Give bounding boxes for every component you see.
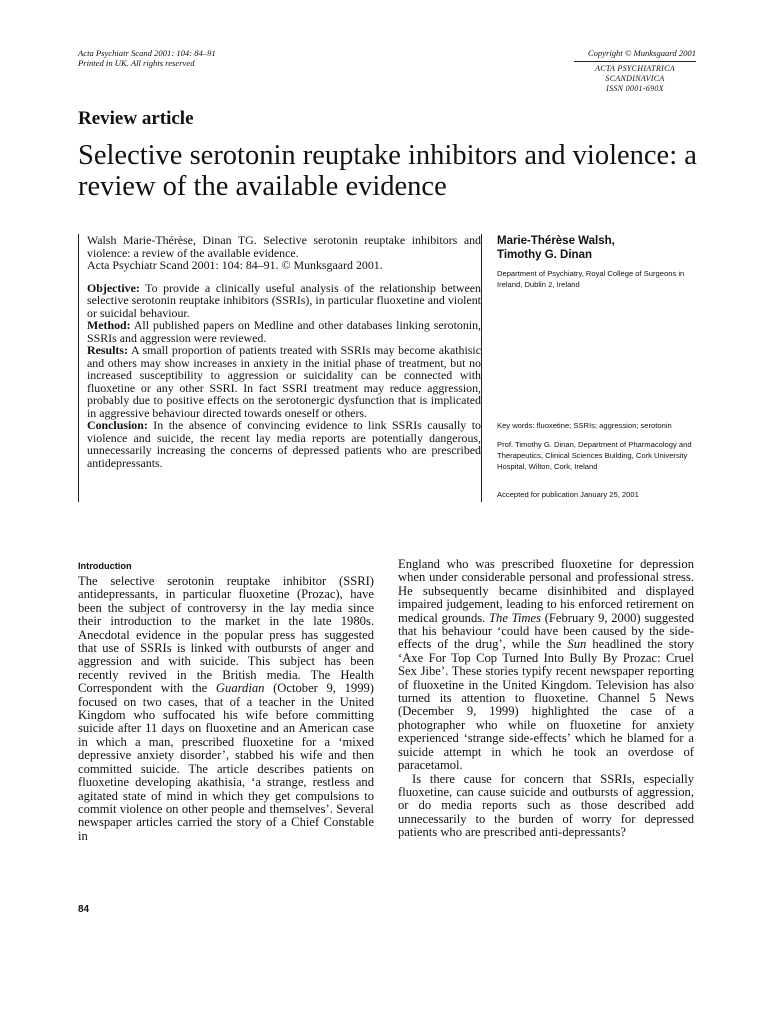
issn-line: ISSN 0001-690X [606,84,664,93]
copyright-line: Copyright © Munksgaard 2001 [587,48,696,58]
citation [87,234,481,272]
page-number: 84 [78,904,90,915]
times-title: The Times [489,610,542,625]
intro-text-segment: England who was prescribed fluoxetine for depression when under considerable personal and professional stress. He subsequently became disinhibited and displayed impaired judgement, leading to his enforced retirement on medical grounds. [398,557,694,625]
conclusion-label: Conclusion: [87,418,148,432]
sun-title: Sun [567,637,587,652]
abstract-body [87,282,481,470]
journal-name-line-2: SCANDINAVICA [605,74,665,83]
body-column-left [78,575,374,843]
intro-text-segment: (October 9, 1999) focused on two cases, that of a teacher in the United Kingdom who suffocated his wife before committing suicide after 11 days on fluoxetine and an American case in which a man, prescribed fluoxetine for a ‘mixed depressive anxiety disorder’, stabbed his wife and then committed suicide. The article describes patients on fluoxetine developing akathisia, ‘a strange, restless and agitated state of mind in which they get compulsions to commit violence on other people and themselves’. Several newspaper articles carried the story of a Chief Constable in [78,681,375,843]
body-column-right [398,558,694,840]
conclusion-text: In the absence of convincing evidence to link SSRIs causally to violence and suicide, the recent lay media reports are potentially dangerous, unnecessarily increasing the concerns of depressed patients who are prescribed antidepressants. [87,418,481,470]
author-list [497,234,707,262]
printed-line: Printed in UK. All rights reserved [78,58,195,68]
article-title: Selective serotonin reuptake inhibitors and violence: a review of the available evidence [78,140,697,202]
abstract-content [79,234,481,469]
journal-header-right [516,48,696,94]
results-label: Results: [87,343,128,357]
author-sidebar [497,234,707,290]
header-rule [574,61,696,62]
citation-line-1: Walsh Marie-Thérèse, Dinan TG. Selective serotonin reuptake inhibitors and violence: a review of the available evidence. [87,233,481,260]
method-text: All published papers on Medline and other databases linking serotonin, SSRIs and aggression were reviewed. [87,318,481,345]
section-heading-introduction: Introduction [78,561,132,571]
intro-text-segment: The selective serotonin reuptake inhibitor (SSRI) antidepressants, in particular fluoxetine (Prozac), have been the subject of controversy in the lay media since their introduction to the market in the late 1980s. Anecdotal evidence in the popular press has suggested that use of SSRIs is linked with outbursts of anger and aggression and with suicide. This subject has been recently revived in the British media. The Health Correspondent with the [78,574,374,696]
guardian-title: Guardian [215,681,265,696]
correspondence-address: Prof. Timothy G. Dinan, Department of Pharmacology and Therapeutics, Clinical Sciences Building, Cork University Hospital, Wilton, Cork, Ireland [497,440,692,471]
journal-name-line-1: ACTA PSYCHIATRICA [595,64,675,73]
journal-citation-line: Acta Psychiatr Scand 2001: 104: 84–91 [78,48,216,58]
intro-paragraph-2: Is there cause for concern that SSRIs, especially fluoxetine, can cause suicide and outbursts of aggression, or do media reports such as those described add unnecessarily to the burden of worry for depressed patients who are prescribed anti-depressants? [398,771,694,840]
accepted-date: Accepted for publication January 25, 2001 [497,490,639,499]
objective-label: Objective: [87,280,140,295]
intro-paragraph-1-continued [398,558,694,773]
intro-paragraph-1 [78,575,374,843]
citation-line-2: Acta Psychiatr Scand 2001: 104: 84–91. © Munksgaard 2001. [87,258,383,272]
author-2: Timothy G. Dinan [497,249,592,261]
journal-header-left [78,48,216,68]
article-type: Review article [78,108,194,129]
affiliation: Department of Psychiatry, Royal College of Surgeons in Ireland, Dublin 2, Ireland [497,269,685,289]
intro-text-segment: (February 9, 2000) suggested that his behaviour ‘could have been caused by the side-effects of the drug’, while the [398,610,695,652]
results-text: A small proportion of patients treated with SSRIs may become akathisic and others may show increases in anxiety in the initial phase of treatment, but no increased susceptibility to aggression or suicidality can be connected with fluoxetine or any other SSRI. In fact SSRI treatment may reduce aggression, probably due to positive effects on the serotonergic dysfunction that is implicated in aggressive behaviour directed towards oneself or others. [87,343,481,420]
abstract-box [78,234,482,502]
method-label: Method: [87,318,131,332]
author-1: Marie-Thérèse Walsh, [497,235,615,247]
intro-text-segment: headlined the story ‘Axe For Top Cop Turned Into Bully By Prozac: Cruel Sex Jibe’. These stories typify recent newspaper reporting of fluoxetine in the United Kingdom. Television has also turned its attention to fluoxetine. Channel 5 News (December 9, 1999) highlighted the case of a photographer who while on fluoxetine for anxiety experienced ‘strange side-effects’ which he blamed for a suicide attempt in which he took an overdose of paracetamol. [398,637,694,773]
objective-text: To provide a clinically useful analysis of the relationship between selective serotonin reuptake inhibitors (SSRIs), in particular fluoxetine and violent or suicidal behaviour. [87,280,481,320]
keywords: Key words: fluoxetine; SSRIs; aggression; serotonin [497,421,672,430]
